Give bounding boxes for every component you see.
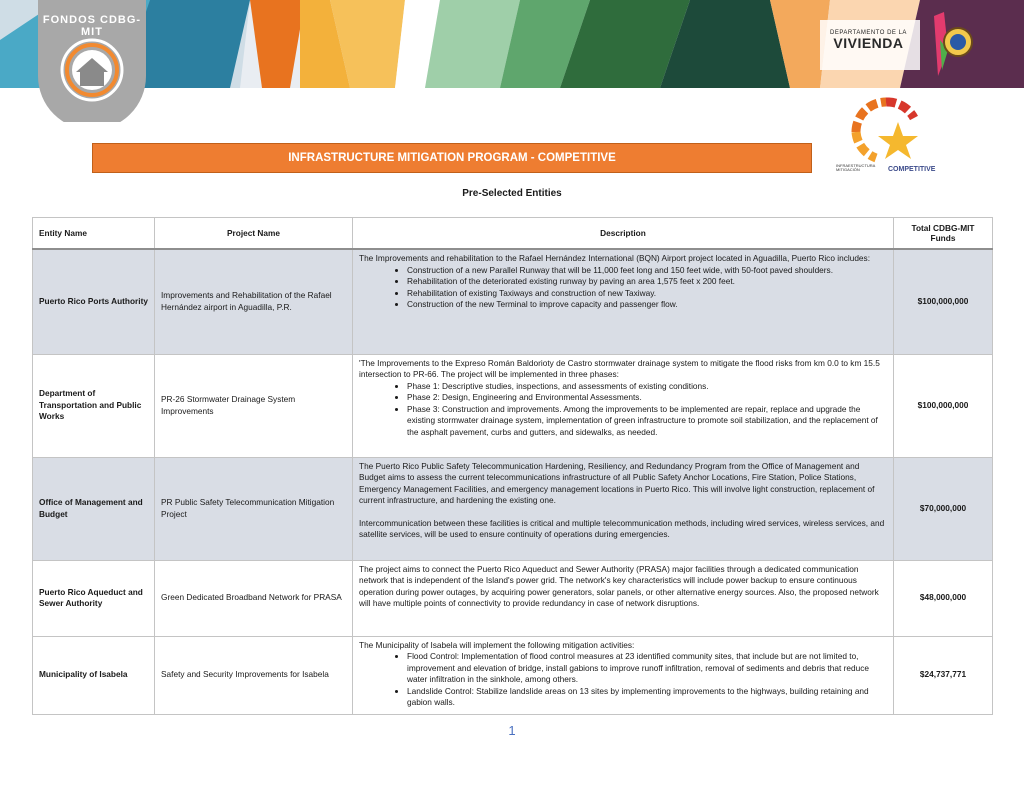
description-intro: The Improvements and rehabilitation to the Rafael Hernández International (BQN) Airport project located in Aguadilla, Puerto Rico includes: xyxy=(359,253,870,263)
description-bullet: • Rehabilitation of existing Taxiways and construction of new Taxiway. xyxy=(407,288,887,300)
description-intro: The Municipality of Isabela will implement the following mitigation activities: xyxy=(359,639,635,650)
page-number: 1 xyxy=(508,723,516,738)
description-bullet: • Construction of the new Terminal to improve capacity and passenger flow. xyxy=(407,299,887,311)
project-description xyxy=(353,354,894,457)
project-description xyxy=(353,560,894,636)
table-row xyxy=(33,249,993,354)
table-subtitle: Pre-Selected Entities xyxy=(462,188,562,199)
entity-name: Puerto Rico Aqueduct and Sewer Authority xyxy=(33,560,155,636)
project-name: Safety and Security Improvements for Isabela xyxy=(155,636,353,714)
project-name: Improvements and Rehabilitation of the Rafael Hernández airport in Aguadilla, P.R. xyxy=(155,249,353,354)
department-name: VIVIENDA xyxy=(833,35,904,51)
table-header-row xyxy=(33,218,993,250)
project-description xyxy=(353,636,894,714)
table-row xyxy=(33,354,993,457)
description-bullet: • Construction of a new Parallel Runway that will be 11,000 feet long and 150 feet wide, with 50-foot paved shoulders. xyxy=(407,265,887,277)
program-title: INFRASTRUCTURE MITIGATION PROGRAM - COMPETITIVE xyxy=(92,143,812,173)
description-intro: The Puerto Rico Public Safety Telecommunication Hardening, Resiliency, and Redundancy Program from the Office of Management and Budget aims to assess the current telecommunications infrastructure of all Public Safety Anchor Locations, Fire Station, Police Stations, Emergency Management Facilities, and emergency management locations in Puerto Rico. This will involve light construction, replacement of current infrastructure, and hardening the existing one. xyxy=(359,460,875,505)
description-intro: 'The Improvements to the Expreso Román Baldorioty de Castro stormwater drainage system to mitigate the flood risks from km 0.0 to km 15.5 intersection to PR-66. The project will be implemented in three phases: xyxy=(359,357,880,379)
table-row xyxy=(33,560,993,636)
competitive-logo-text: COMPETITIVE xyxy=(888,166,936,173)
department-small-label: DEPARTAMENTO DE LA xyxy=(830,30,907,36)
entity-name: Office of Management and Budget xyxy=(33,457,155,560)
competitive-small-text: INFRAESTRUCTURA MITIGACIÓN xyxy=(836,163,876,172)
logo-left-text: FONDOS CDBG-MIT xyxy=(42,14,142,38)
description-bullets xyxy=(359,651,887,709)
description-extra: Intercommunication between these facilities is critical and multiple telecommunication methods, including wired services, wireless services, and satellite services, will be used to ensure continuity of operations during emergencies. xyxy=(359,517,885,539)
table-row xyxy=(33,457,993,560)
column-header-project: Project Name xyxy=(155,218,353,250)
funds-amount: $70,000,000 xyxy=(894,457,993,560)
description-bullet: • Phase 1: Descriptive studies, inspections, and assessments of existing conditions. xyxy=(407,381,887,393)
project-name: PR-26 Stormwater Drainage System Improvements xyxy=(155,354,353,457)
project-description xyxy=(353,457,894,560)
description-intro: The project aims to connect the Puerto Rico Aqueduct and Sewer Authority (PRASA) major facilities through a dedicated communication network that is independent of the Island's power grid. The network's key characteristics will include power backup to ensure continuous operation during power outages, by acquiring power generators, solar panels, or other alternative energy sources. Also, the proposed network will have multiple points of connectivity to provide redundancy in case of network disruptions. xyxy=(359,563,879,608)
project-description xyxy=(353,249,894,354)
entities-table xyxy=(32,217,993,715)
funds-amount: $100,000,000 xyxy=(894,354,993,457)
description-bullet: • Flood Control: Implementation of flood control measures at 23 identified community sites, that include but are not limited to, improvement and elevation of bridge, install gabions to improve runoff infiltration, removal of sediments and debris that reduce water infiltration in the sinkhole, among others. xyxy=(407,651,887,686)
description-bullets xyxy=(359,381,887,439)
project-name: PR Public Safety Telecommunication Mitigation Project xyxy=(155,457,353,560)
table-row xyxy=(33,636,993,714)
vivienda-logo xyxy=(830,30,907,50)
entity-name: Municipality of Isabela xyxy=(33,636,155,714)
entity-name: Puerto Rico Ports Authority xyxy=(33,249,155,354)
government-seal-icon xyxy=(928,10,974,78)
column-header-description: Description xyxy=(353,218,894,250)
funds-amount: $24,737,771 xyxy=(894,636,993,714)
description-bullet: • Rehabilitation of the deteriorated existing runway by paving an area 1,575 feet x 200 feet. xyxy=(407,276,887,288)
column-header-funds: Total CDBG-MIT Funds xyxy=(894,218,993,250)
funds-amount: $100,000,000 xyxy=(894,249,993,354)
project-name: Green Dedicated Broadband Network for PRASA xyxy=(155,560,353,636)
entity-name: Department of Transportation and Public Works xyxy=(33,354,155,457)
column-header-entity: Entity Name xyxy=(33,218,155,250)
funds-amount: $48,000,000 xyxy=(894,560,993,636)
description-bullet: • Phase 3: Construction and improvements. Among the improvements to be implemented are repair, replace and upgrade the existing stormwater drainage system, implementation of green infrastructure to promote soil stabilization, and the replacement of the asphalt pavement, curbs and gutters, and sidewalks, as needed. xyxy=(407,404,887,439)
description-bullet: • Landslide Control: Stabilize landslide areas on 13 sites by implementing improvements to the highways, building retaining and gabion walls. xyxy=(407,686,887,709)
description-bullets xyxy=(359,265,887,311)
description-bullet: • Phase 2: Design, Engineering and Environmental Assessments. xyxy=(407,392,887,404)
